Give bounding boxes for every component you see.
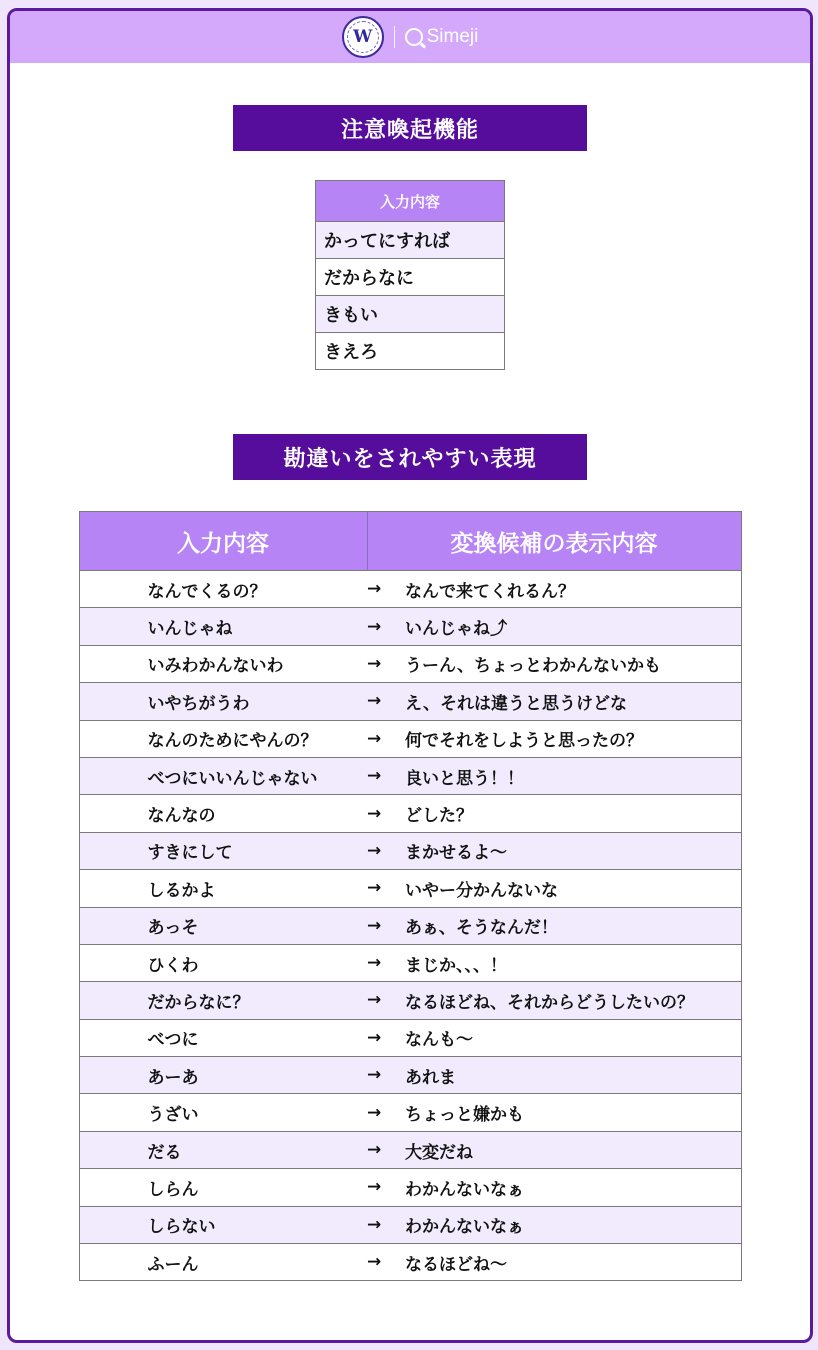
- page-frame: [7, 8, 813, 1343]
- simeji-q-icon: [405, 28, 423, 46]
- table-row: [79, 1057, 741, 1094]
- warning-table-header: 入力内容: [316, 181, 505, 222]
- output-text-cell: いやー分かんないな: [401, 870, 741, 907]
- table-row: [79, 1094, 741, 1131]
- output-text-cell: なんも〜: [401, 1019, 741, 1056]
- arrow-icon: →: [367, 795, 401, 832]
- simeji-logo: [405, 26, 479, 48]
- output-text-cell: どした？: [401, 795, 741, 832]
- output-text-cell: 良いと思う！！: [401, 757, 741, 794]
- table-row: [79, 870, 741, 907]
- output-text-cell: うーん、ちょっとわかんないかも: [401, 645, 741, 682]
- output-text-cell: わかんないなぁ: [401, 1169, 741, 1206]
- output-text-cell: いんじゃね⤴: [401, 608, 741, 645]
- table-row: [79, 1169, 741, 1206]
- table-row: [79, 982, 741, 1019]
- table-row: [79, 832, 741, 869]
- input-text-cell: しらない: [79, 1206, 367, 1243]
- table-row: [79, 1131, 741, 1168]
- input-text-cell: ふーん: [79, 1244, 367, 1281]
- table-row: [79, 645, 741, 682]
- input-text-cell: いやちがうわ: [79, 683, 367, 720]
- output-text-cell: なんで来てくれるん？: [401, 571, 741, 608]
- arrow-icon: →: [367, 982, 401, 1019]
- seal-ring: [347, 21, 379, 53]
- column-header-output: 変換候補の表示内容: [367, 512, 741, 571]
- input-text-cell: いみわかんないわ: [79, 645, 367, 682]
- warning-input-table: [315, 180, 505, 370]
- section-title-misunderstood: 勘違いをされやすい表現: [233, 434, 587, 480]
- arrow-icon: →: [367, 1206, 401, 1243]
- logo-group: [342, 16, 479, 58]
- arrow-icon: →: [367, 1057, 401, 1094]
- output-text-cell: まかせるよ〜: [401, 832, 741, 869]
- input-text-cell: なんなの: [79, 795, 367, 832]
- arrow-icon: →: [367, 832, 401, 869]
- arrow-icon: →: [367, 907, 401, 944]
- input-text-cell: だからなに？: [79, 982, 367, 1019]
- table-row: [79, 795, 741, 832]
- arrow-icon: →: [367, 720, 401, 757]
- arrow-icon: →: [367, 1094, 401, 1131]
- output-text-cell: 大変だね: [401, 1131, 741, 1168]
- output-text-cell: あぁ、そうなんだ！: [401, 907, 741, 944]
- warning-row: きもい: [316, 296, 505, 333]
- logo-divider: [394, 26, 395, 48]
- arrow-icon: →: [367, 645, 401, 682]
- input-text-cell: しるかよ: [79, 870, 367, 907]
- table-row: [79, 1244, 741, 1281]
- input-text-cell: べつに: [79, 1019, 367, 1056]
- output-text-cell: なるほどね〜: [401, 1244, 741, 1281]
- arrow-icon: →: [367, 1169, 401, 1206]
- table-row: [79, 907, 741, 944]
- arrow-icon: →: [367, 1131, 401, 1168]
- input-text-cell: あっそ: [79, 907, 367, 944]
- arrow-icon: →: [367, 608, 401, 645]
- table-row: [79, 571, 741, 608]
- input-text-cell: ひくわ: [79, 944, 367, 981]
- conversion-table: [79, 511, 742, 1281]
- section-title-warning: 注意喚起機能: [233, 105, 587, 151]
- output-text-cell: あれま: [401, 1057, 741, 1094]
- table-row: [79, 757, 741, 794]
- output-text-cell: え、それは違うと思うけどな: [401, 683, 741, 720]
- table-row: [79, 720, 741, 757]
- input-text-cell: しらん: [79, 1169, 367, 1206]
- output-text-cell: なるほどね、それからどうしたいの？: [401, 982, 741, 1019]
- output-text-cell: まじか、、、！: [401, 944, 741, 981]
- input-text-cell: なんでくるの？: [79, 571, 367, 608]
- input-text-cell: あーあ: [79, 1057, 367, 1094]
- brand-name: Simeji: [426, 26, 479, 47]
- arrow-icon: →: [367, 683, 401, 720]
- arrow-icon: →: [367, 1244, 401, 1281]
- input-text-cell: すきにして: [79, 832, 367, 869]
- table-row: [79, 944, 741, 981]
- input-text-cell: なんのためにやんの？: [79, 720, 367, 757]
- seal-letter: W: [353, 27, 373, 47]
- output-text-cell: ちょっと嫌かも: [401, 1094, 741, 1131]
- table-row: [79, 608, 741, 645]
- input-text-cell: うざい: [79, 1094, 367, 1131]
- arrow-icon: →: [367, 1019, 401, 1056]
- input-text-cell: いんじゃね: [79, 608, 367, 645]
- arrow-icon: →: [367, 944, 401, 981]
- arrow-icon: →: [367, 870, 401, 907]
- table-row: [79, 683, 741, 720]
- school-seal-logo: [342, 16, 384, 58]
- output-text-cell: わかんないなぁ: [401, 1206, 741, 1243]
- header-bar: [10, 11, 810, 63]
- table-row: [79, 1206, 741, 1243]
- column-header-input: 入力内容: [79, 512, 367, 571]
- table-row: [79, 1019, 741, 1056]
- input-text-cell: べつにいいんじゃない: [79, 757, 367, 794]
- warning-row: かってにすれば: [316, 222, 505, 259]
- arrow-icon: →: [367, 571, 401, 608]
- input-text-cell: だる: [79, 1131, 367, 1168]
- warning-row: きえろ: [316, 333, 505, 370]
- conversion-table-body: [79, 571, 741, 1281]
- output-text-cell: 何でそれをしようと思ったの？: [401, 720, 741, 757]
- warning-row: だからなに: [316, 259, 505, 296]
- arrow-icon: →: [367, 757, 401, 794]
